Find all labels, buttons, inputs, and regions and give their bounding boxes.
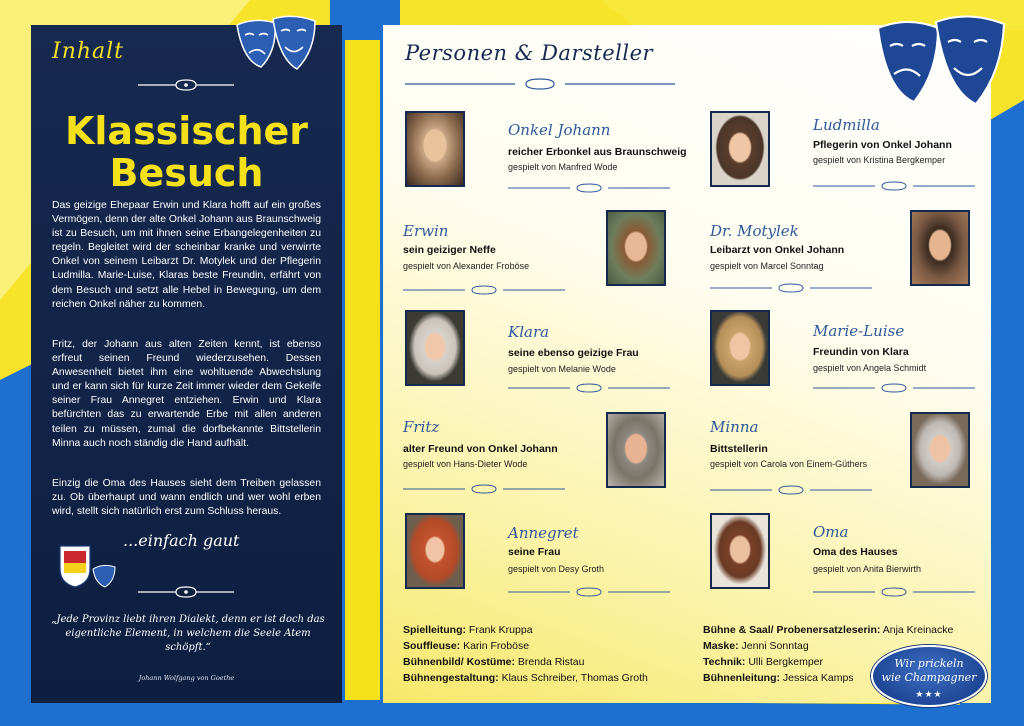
photo-fritz	[606, 412, 666, 488]
photo-onkel-johann	[405, 111, 465, 187]
cast-name: Marie-Luise	[813, 322, 905, 340]
cast-role: Leibarzt von Onkel Johann	[710, 244, 845, 256]
champagne-badge	[871, 645, 987, 707]
cast-name: Annegret	[508, 524, 579, 542]
divider	[508, 182, 670, 194]
badge-stars: ★★★	[915, 689, 943, 699]
divider	[710, 484, 872, 496]
cast-actor: gespielt von Hans-Dieter Wode	[403, 459, 528, 469]
cast-role: Oma des Hauses	[813, 546, 898, 558]
divider	[403, 284, 565, 296]
cast-name: Minna	[710, 418, 759, 436]
badge-line-1: Wir prickeln	[894, 657, 964, 670]
credit-line: Bühne & Saal/ Probenersatzleserin: Anja Kreinacke	[703, 624, 954, 636]
goethe-quote: „Jede Provinz liebt ihren Dialekt, denn er ist doch das eigentliche Element, in welchem die Seele Atem schöpft.“	[51, 614, 325, 653]
photo-ludmilla	[710, 111, 770, 187]
cast-role: Bittstellerin	[710, 443, 768, 455]
credit-line: Bühnengestaltung: Klaus Schreiber, Thomas Groth	[403, 672, 648, 684]
badge-line-2: wie Champagner	[881, 671, 977, 684]
summary-paragraph-1: Das geizige Ehepaar Erwin und Klara hofft auf ein großes Vermögen, denn der alte Onkel Johann aus Braunschweig ist zu Besuch, um mit ihnen seine Erbangelegenheiten zu regeln. Begleitet wird der scheinbar kranke und verwirrte Onkel von seinem Leibarzt Dr. Motylek und der Pflegerin Ludmilla. Marie-Luise, Klaras beste Freundin, erfährt von dem Besuch und setzt alle Hebel in Bewegung, um dem reichen Onkel näher zu kommen.	[52, 200, 321, 310]
cast-actor: gespielt von Alexander Froböse	[403, 261, 530, 271]
theatre-masks-icon	[872, 10, 1012, 120]
play-title: Klassischer Besuch	[64, 109, 309, 195]
divider	[813, 180, 975, 192]
credit-line: Souffleuse: Karin Froböse	[403, 640, 530, 652]
cast-name: Klara	[508, 323, 550, 341]
cast-heading: Personen & Darsteller	[405, 41, 654, 65]
ornament-top	[136, 78, 236, 92]
credit-line: Bühnenleitung: Jessica Kamps	[703, 672, 854, 684]
credit-line: Maske: Jenni Sonntag	[703, 640, 809, 652]
cast-name: Dr. Motylek	[710, 222, 799, 240]
motto: ...einfach gaut	[123, 531, 240, 550]
cast-role: seine ebenso geizige Frau	[508, 347, 639, 359]
divider	[710, 282, 872, 294]
ornament-bottom	[136, 585, 236, 599]
town-crest-logo	[57, 543, 119, 589]
cast-name: Onkel Johann	[508, 121, 611, 139]
cast-heading-ornament	[405, 77, 675, 91]
cast-actor: gespielt von Melanie Wode	[508, 364, 616, 374]
photo-dr-motylek	[910, 210, 970, 286]
summary-paragraph-2: Fritz, der Johann aus alten Zeiten kennt, ist ebenso erfreut seinen Freund wiederzusehen. Dessen Anwesenheit bietet ihm eine wohltuende Abwechslung und er kann sich für kurze Zeit immer wieder dem Gekeife seiner Frau Annegret entziehen. Erwin und Klara befürchten das zu erwartende Erbe mit allen anderen teilen zu müssen, zumal die dorfbekannte Bittstellerin Minna auch noch ständig die Hand aufhält.	[52, 339, 321, 449]
cast-role: reicher Erbonkel aus Braunschweig	[508, 146, 687, 158]
cast-role: Freundin von Klara	[813, 346, 909, 358]
credit-line: Bühnenbild/ Kostüme: Brenda Ristau	[403, 656, 585, 668]
credit-line: Technik: Ulli Bergkemper	[703, 656, 824, 668]
cast-actor: gespielt von Anita Bierwirth	[813, 564, 922, 574]
divider	[508, 382, 670, 394]
summary-paragraph-3: Einzig die Oma des Hauses sieht dem Treiben gelassen zu. Ob überhaupt und wann endlich und wer wohl erben wird, stellt sich natürlich erst zum Schluss heraus.	[52, 478, 321, 518]
cast-name: Ludmilla	[813, 116, 880, 134]
divider	[813, 382, 975, 394]
photo-erwin	[606, 210, 666, 286]
cast-actor: gespielt von Marcel Sonntag	[710, 261, 824, 271]
photo-klara	[405, 310, 465, 386]
cast-actor: gespielt von Angela Schmidt	[813, 363, 927, 373]
cast-role: seine Frau	[508, 546, 561, 558]
cast-actor: gespielt von Kristina Bergkemper	[813, 155, 946, 165]
cast-role: alter Freund von Onkel Johann	[403, 443, 558, 455]
summary-panel	[31, 25, 342, 703]
photo-marie-luise	[710, 310, 770, 386]
masks-icon	[231, 13, 321, 83]
photo-minna	[910, 412, 970, 488]
cast-role: Pflegerin von Onkel Johann	[813, 139, 952, 151]
credits-left	[403, 622, 648, 686]
credit-line: Spielleitung: Frank Kruppa	[403, 624, 533, 636]
photo-oma	[710, 513, 770, 589]
cast-role: sein geiziger Neffe	[403, 244, 496, 256]
summary-heading: Inhalt	[52, 39, 125, 64]
divider	[813, 586, 975, 598]
cast-name: Fritz	[403, 418, 440, 436]
cast-name: Erwin	[403, 222, 449, 240]
divider	[508, 586, 670, 598]
cast-actor: gespielt von Carola von Einem-Güthers	[710, 459, 868, 469]
cast-actor: gespielt von Desy Groth	[508, 564, 605, 574]
cast-name: Oma	[813, 523, 849, 541]
divider	[403, 483, 565, 495]
cast-actor: gespielt von Manfred Wode	[508, 162, 618, 172]
quote-author: Johann Wolfgang von Goethe	[138, 674, 235, 682]
photo-annegret	[405, 513, 465, 589]
